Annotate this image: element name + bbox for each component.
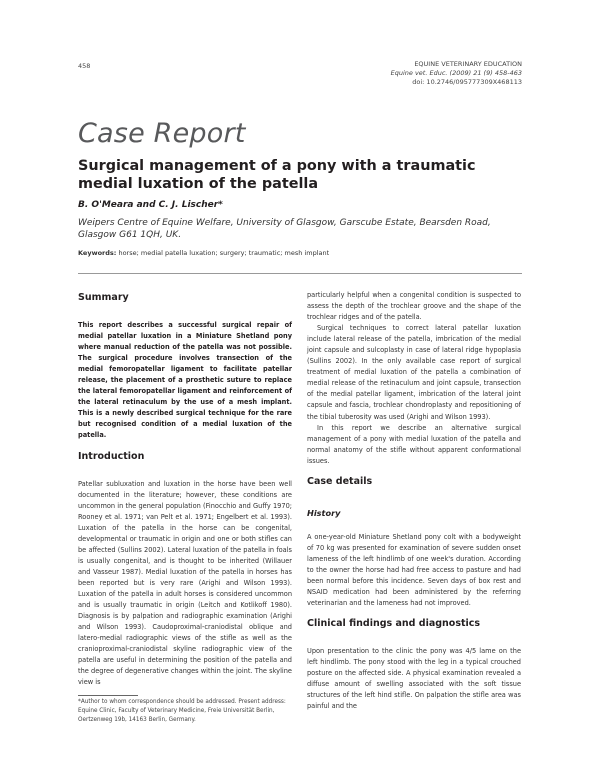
keywords-text: horse; medial patella luxation; surgery; traumatic; mesh implant [118,249,330,257]
clinical-findings-heading: Clinical findings and diagnostics [307,618,481,630]
header-divider [78,273,522,274]
introduction-heading: Introduction [78,450,145,462]
article-authors: B. O'Meara and C. J. Lischer* [78,200,223,210]
introduction-text: Patellar subluxation and luxation in the horse have been well documented in the literature; however, these conditions are uncommon in the general population (Finocchio and Guffy 1970; Rooney et al. 1971; van Pelt et al. 1971; Engelbert et al. 1993). Luxation of the patella in the horse can be congenital, developmental or traumatic in origin and one or both stifles can be affected (Sullins 2002). Lateral luxation of the patella in foals is usually congenital, and is thought to be inherited (Willauer and Vasseur 1987). Medial luxation of the patella in horses has been reported but is very rare (Arighi and Wilson 1993). Luxation of the patella in adult horses is considered uncommon and is usually traumatic in origin (Leitch and Kotlikoff 1980). Diagnosis is by palpation and radiographic examination (Arighi and Wilson 1993). Caudoproximal-craniodistal oblique and latero-medial radiographic views of the stifle as well as the cranioproximal-craniodistal skyline radiographic view of the patella are useful in determining the position of the patella and the degree of degenerative changes within the joint. The skyline view is [78,479,292,687]
journal-header [391,60,522,87]
keywords-label: Keywords: [78,249,117,257]
history-text: A one-year-old Miniature Shetland pony colt with a bodyweight of 70 kg was presented for examination of severe sudden onset lameness of the left hindlimb of one week's duration. According to the owner the horse had had free access to pasture and had been normal before this incidence. Seven days of box rest and NSAID medication had been administered by the referring veterinarian and the lameness had not improved. [307,532,521,608]
continuation-paragraph: particularly helpful when a congenital condition is suspected to assess the depth of the trochlear groove and the shape of the trochlear ridges and of the patella. [307,291,521,322]
summary-heading: Summary [78,292,129,303]
case-details-heading: Case details [307,475,373,487]
keywords [78,249,329,257]
clinical-findings-text: Upon presentation to the clinic the pony was 4/5 lame on the left hindlimb. The pony stood with the leg in a typical crouched posture on the affected side. A physical examination revealed a diffuse amount of swelling associated with the soft tissue structures of the left hind stifle. On palpation the stifle area was painful and the [307,647,521,711]
footnote: *Author to whom correspondence should be addressed. Present address: Equine Clinic, Faculty of Veterinary Medicine, Freie Universität Berlin, Oertzenweg 19b, 14163 Berlin, Germany. [78,699,286,724]
page-number: 458 [78,62,91,70]
footnote-divider [78,695,138,696]
right-column [307,290,521,712]
article-affiliation: Weipers Centre of Equine Welfare, University of Glasgow, Garscube Estate, Bearsden Road, Glasgow G61 1QH, UK. [78,218,491,240]
article-type: Case Report [78,118,246,149]
article-title: Surgical management of a pony with a traumatic medial luxation of the patella [78,158,476,192]
surgical-techniques-paragraph: Surgical techniques to correct lateral patellar luxation include lateral release of the patella, imbrication of the medial joint capsule and sulcoplasty in case of lateral ridge hypoplasia (Sullins 2002). In the only available case report of surgical treatment of medial luxation of the patella a combination of medial release of the retinaculum and joint capsule, transection of the medial patellar ligament, imbrication of the lateral joint capsule and fascia, trochlear chondroplasty and repositioning of the tibial tuberosity was used (Arighi and Wilson 1993). [307,324,521,421]
history-heading: History [307,507,341,518]
report-aim-paragraph: In this report we describe an alternative surgical management of a pony with medial luxation of the patella and normal anatomy of the stifle without apparent conformational issues. [307,423,521,465]
journal-volume: Equine vet. Educ. (2009) 21 (9) 458-463 [390,69,522,77]
left-column [78,288,292,688]
summary-text: This report describes a successful surgical repair of medial patellar luxation in a Miniature Shetland pony where manual reduction of the patella was not possible. The surgical procedure involves transection of the medial femoropatellar ligament to facilitate patellar release, the placement of a prosthetic suture to replace the lateral femoropatellar ligament and reinforcement of the lateral retinaculum by the use of a mesh implant. This is a newly described surgical technique for the rare but recognised condition of a medial luxation of the patella. [78,321,292,440]
journal-doi: doi: 10.2746/095777309X468113 [412,78,522,86]
journal-name: EQUINE VETERINARY EDUCATION [414,60,522,68]
